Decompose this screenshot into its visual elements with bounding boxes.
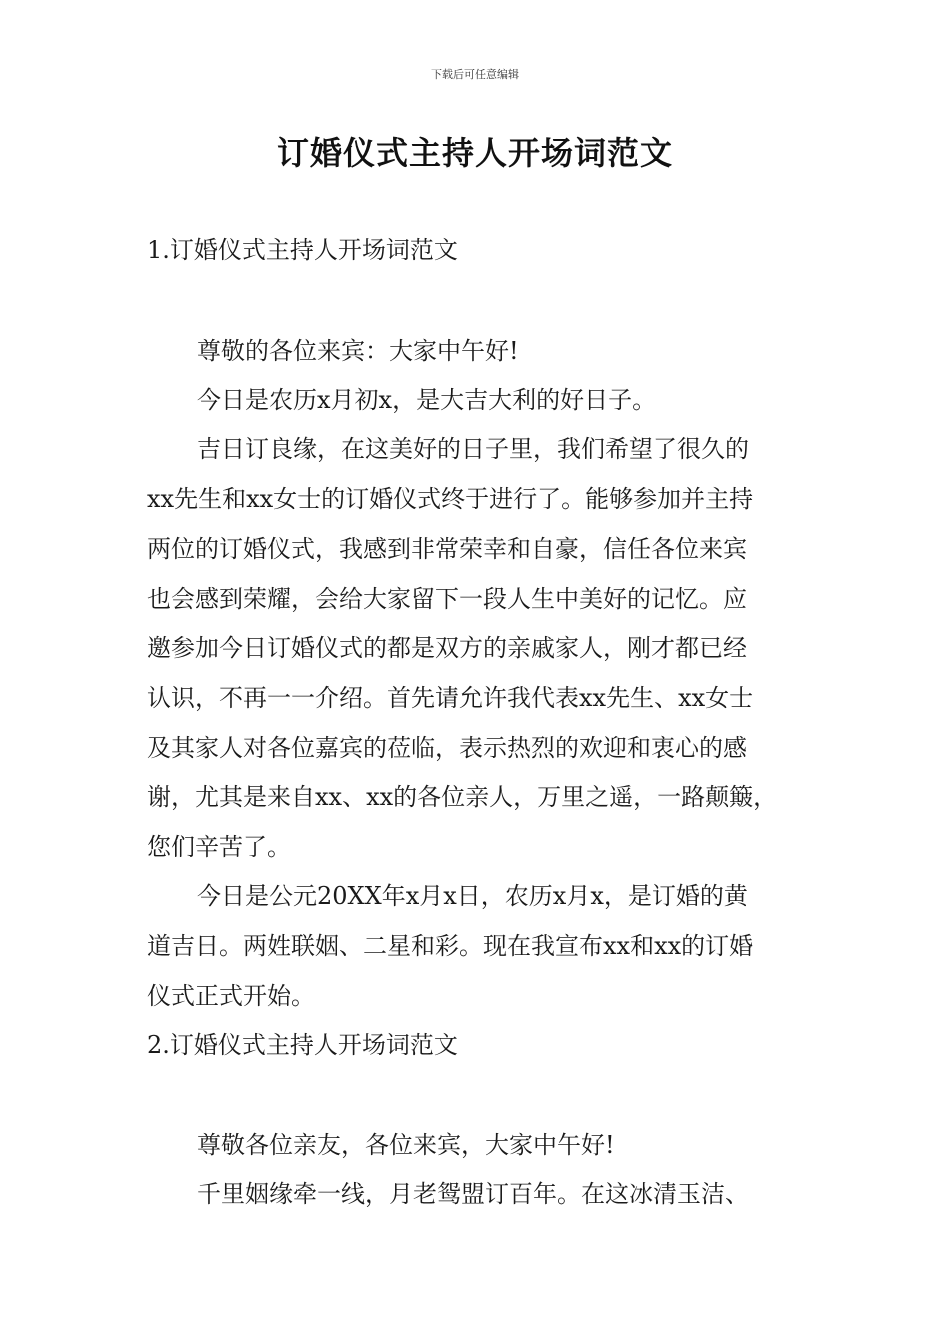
- paragraph-line: 今日是公元20XX年x月x日，农历x月x，是订婚的黄: [197, 882, 748, 910]
- paragraph-line: 尊敬的各位来宾：大家中午好!: [197, 337, 519, 365]
- paragraph-line: 也会感到荣耀，会给大家留下一段人生中美好的记忆。应: [147, 585, 747, 613]
- paragraph-line: 仪式正式开始。: [147, 982, 315, 1010]
- document-title: 订婚仪式主持人开场词范文: [276, 134, 673, 172]
- paragraph-line: xx先生和xx女士的订婚仪式终于进行了。能够参加并主持: [147, 485, 754, 513]
- paragraph-line: 吉日订良缘，在这美好的日子里，我们希望了很久的: [197, 435, 749, 463]
- paragraph-line: 道吉日。两姓联姻、二星和彩。现在我宣布xx和xx的订婚: [147, 932, 754, 960]
- paragraph-line: 谢，尤其是来自xx、xx的各位亲人，万里之遥，一路颠簸，: [147, 783, 778, 811]
- section-heading-2: 2.订婚仪式主持人开场词范文: [147, 1031, 458, 1059]
- section-heading-1: 1.订婚仪式主持人开场词范文: [147, 236, 458, 264]
- paragraph-line: 今日是农历x月初x，是大吉大利的好日子。: [197, 386, 657, 414]
- header-note: 下载后可任意编辑: [431, 68, 519, 81]
- paragraph-line: 尊敬各位亲友，各位来宾，大家中午好!: [197, 1131, 615, 1159]
- paragraph-line: 两位的订婚仪式，我感到非常荣幸和自豪，信任各位来宾: [147, 535, 747, 563]
- paragraph-line: 邀参加今日订婚仪式的都是双方的亲戚家人，刚才都已经: [147, 634, 747, 662]
- paragraph-line: 认识，不再一一介绍。首先请允许我代表xx先生、xx女士: [147, 684, 754, 712]
- paragraph-line: 您们辛苦了。: [147, 833, 291, 861]
- paragraph-line: 千里姻缘牵一线，月老鸳盟订百年。在这冰清玉洁、: [197, 1180, 749, 1208]
- paragraph-line: 及其家人对各位嘉宾的莅临，表示热烈的欢迎和衷心的感: [147, 734, 747, 762]
